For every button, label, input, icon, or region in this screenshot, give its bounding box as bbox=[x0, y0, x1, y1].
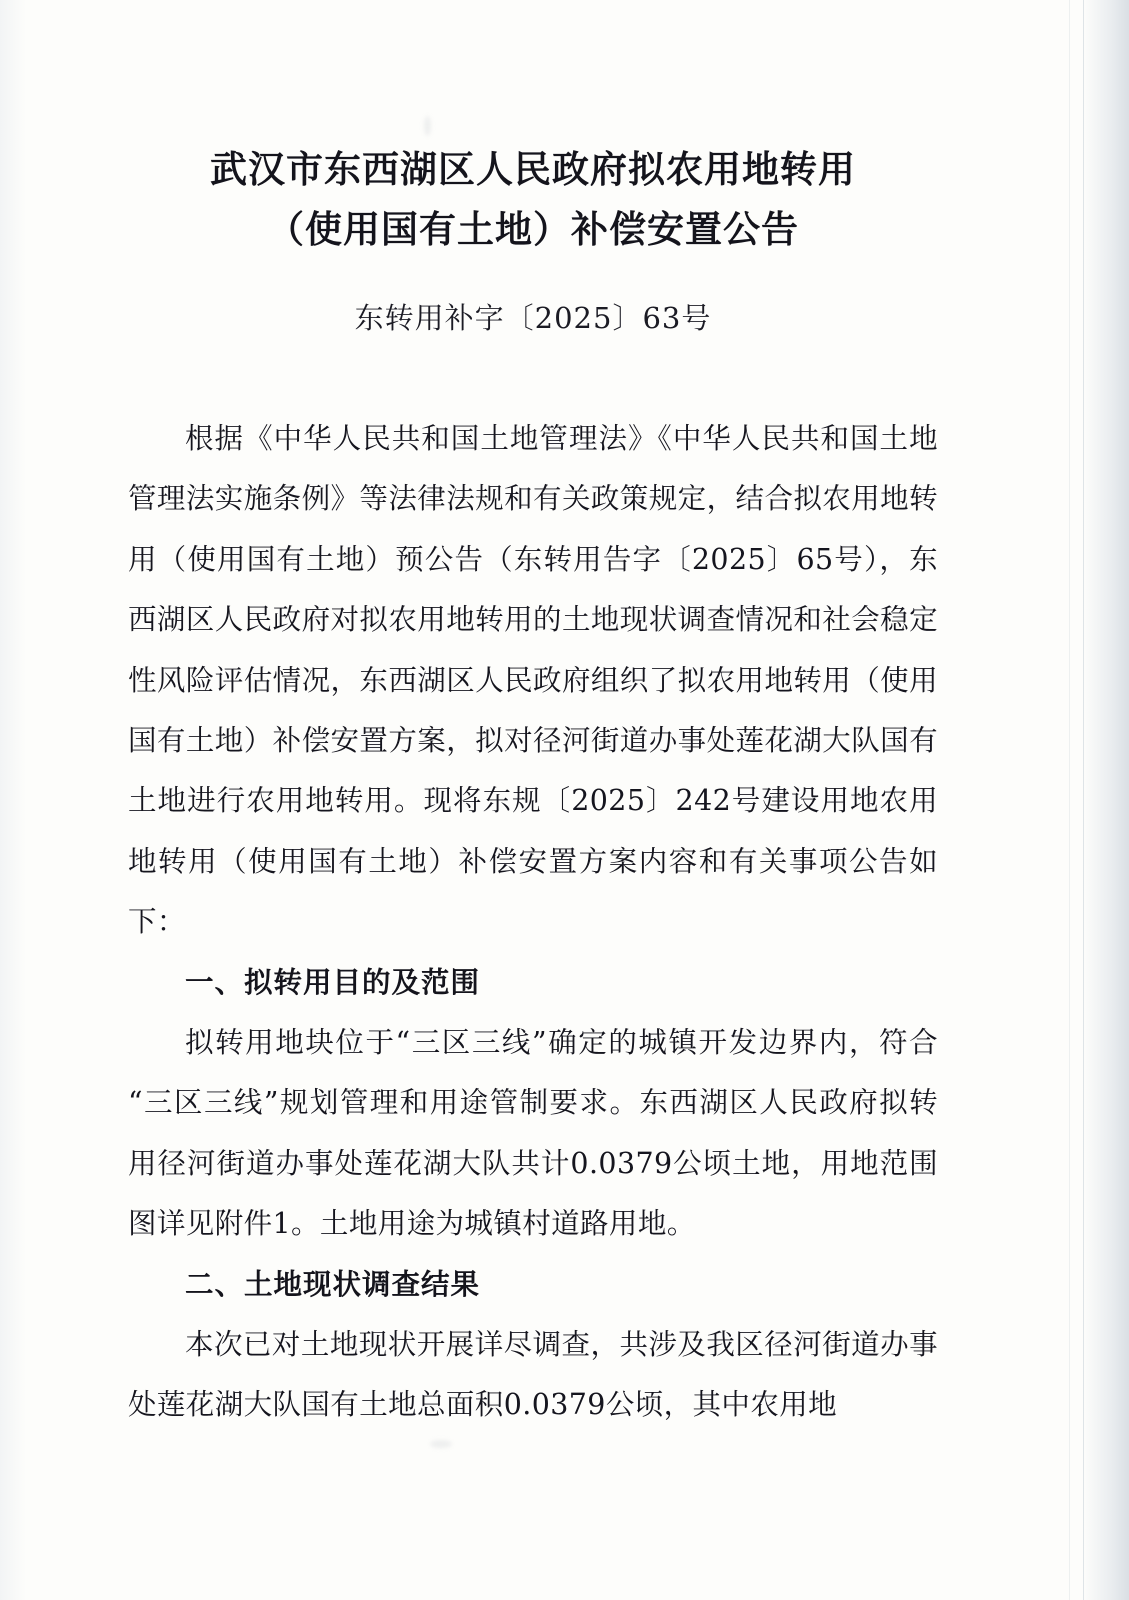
document-body bbox=[128, 0, 938, 1436]
scan-artifact-line bbox=[1083, 0, 1084, 1600]
section-heading-two: 二、土地现状调查结果 bbox=[185, 1267, 481, 1301]
section-one-body: 拟转用地块位于“三区三线”确定的城镇开发边界内，符合“三区三线”规划管理和用途管制要求。东西湖区人民政府拟转用径河街道办事处莲花湖大队共计0.0379公顷土地，用地范围图详见附件1。土地用途为城镇村道路用地。 bbox=[128, 1025, 938, 1241]
document-number: 东转用补字〔2025〕63号 bbox=[354, 300, 712, 335]
scan-speck bbox=[430, 1440, 452, 1448]
document-text bbox=[128, 409, 938, 1436]
intro-paragraph: 根据《中华人民共和国土地管理法》《中华人民共和国土地管理法实施条例》等法律法规和有关政策规定，结合拟农用地转用（使用国有土地）预公告（东转用告字〔2025〕65号），东西湖区人民政府对拟农用地转用的土地现状调查情况和社会稳定性风险评估情况，东西湖区人民政府组织了拟农用地转用（使用国有土地）补偿安置方案，拟对径河街道办事处莲花湖大队国有土地进行农用地转用。现将东规〔2025〕242号建设用地农用地转用（使用国有土地）补偿安置方案内容和有关事项公告如下： bbox=[128, 421, 938, 939]
scan-shadow-left bbox=[0, 0, 26, 1600]
section-heading-one: 一、拟转用目的及范围 bbox=[185, 965, 481, 999]
title-line-2: （使用国有土地）补偿安置公告 bbox=[267, 207, 799, 251]
section-two-body: 本次已对土地现状开展详尽调查，共涉及我区径河街道办事处莲花湖大队国有土地总面积0.0379公顷，其中农用地 bbox=[128, 1327, 938, 1422]
page-title bbox=[128, 0, 938, 260]
scan-shadow-right bbox=[1083, 0, 1129, 1600]
title-line-1: 武汉市东西湖区人民政府拟农用地转用 bbox=[210, 148, 856, 191]
scan-artifact-line bbox=[1069, 0, 1070, 1600]
